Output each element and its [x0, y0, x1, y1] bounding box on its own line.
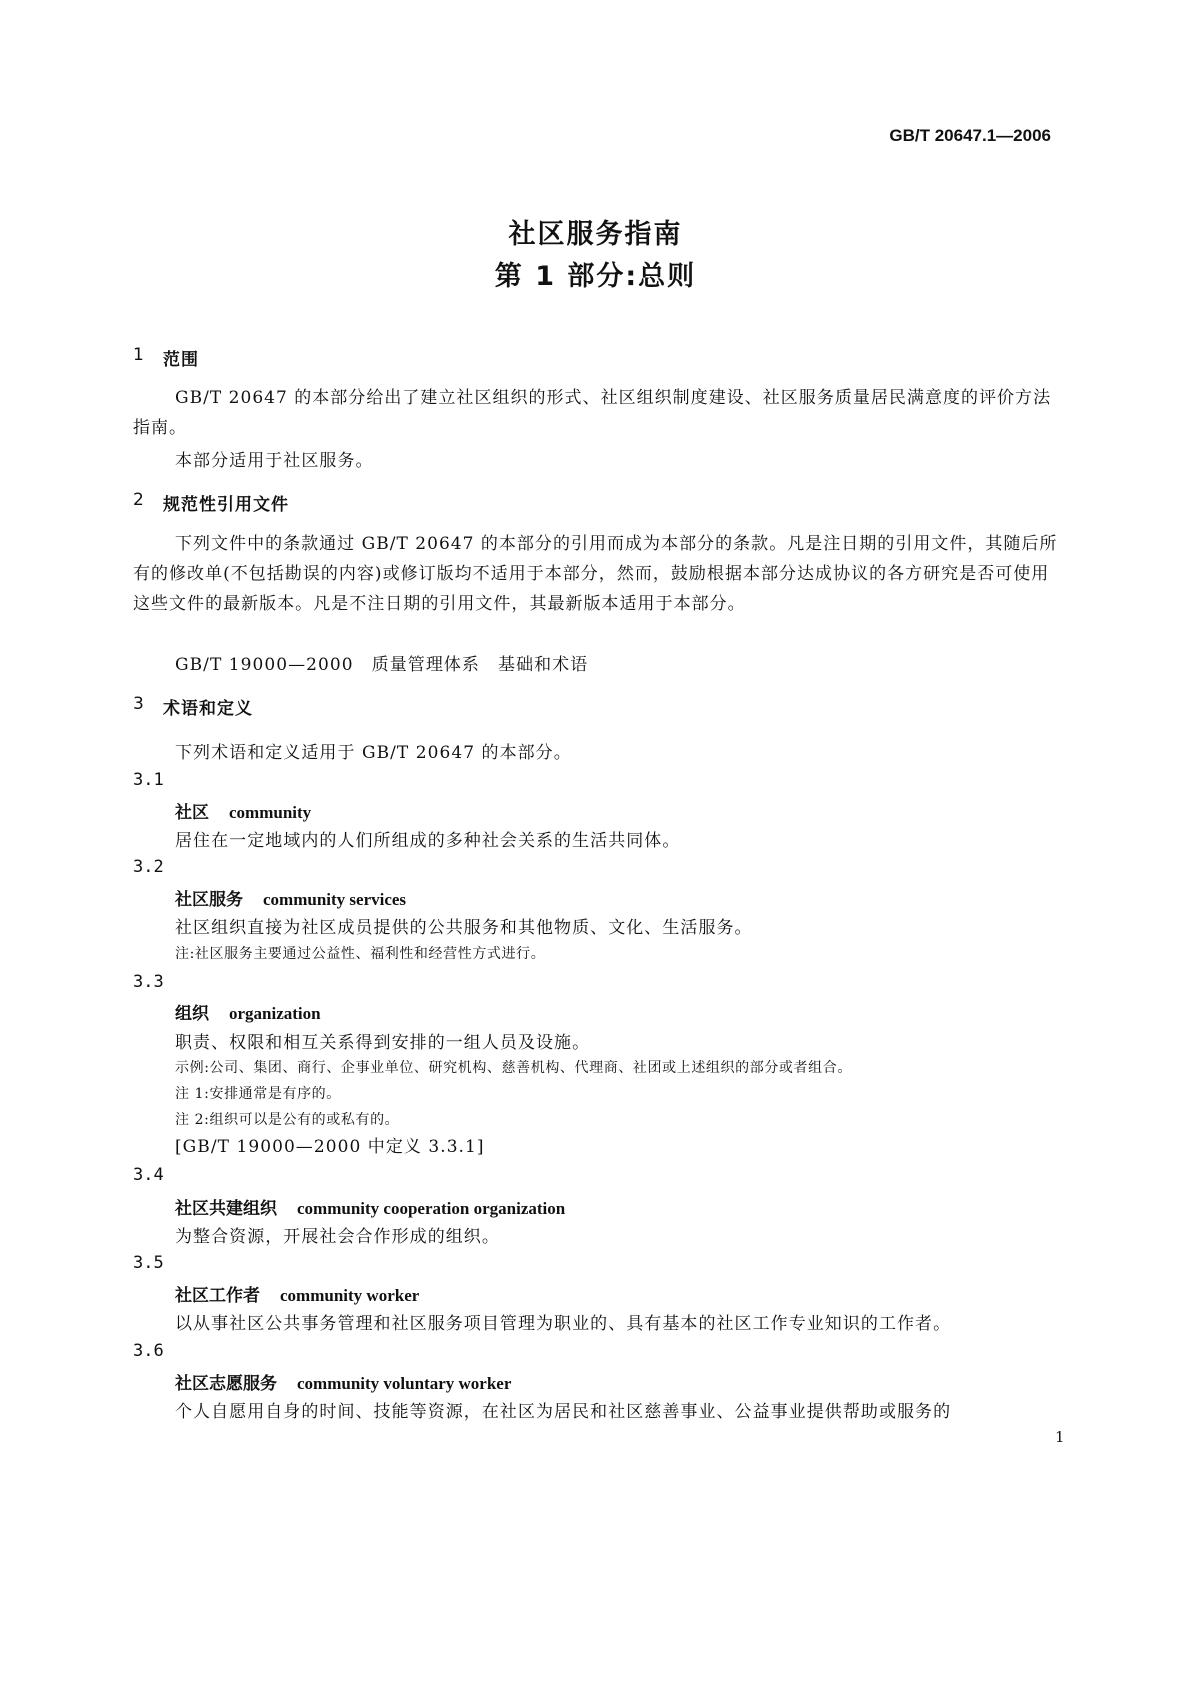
term-heading — [175, 798, 311, 823]
term-english: organization — [229, 1004, 321, 1023]
section-3-number: 3 — [133, 694, 144, 714]
term-definition: 个人自愿用自身的时间、技能等资源，在社区为居民和社区慈善事业、公益事业提供帮助或服务的 — [175, 1402, 952, 1422]
term-definition: 居住在一定地域内的人们所组成的多种社会关系的生活共同体。 — [175, 831, 681, 851]
document-title: 社区服务指南 — [508, 219, 683, 250]
term-definition: 为整合资源，开展社会合作形成的组织。 — [175, 1227, 500, 1247]
term-chinese: 组织 — [175, 1004, 209, 1024]
term-english: community voluntary worker — [297, 1374, 512, 1393]
section-1-para-1: GB/T 20647 的本部分给出了建立社区组织的形式、社区组织制度建设、社区服务质量居民满意度的评价方法指南。 — [133, 388, 1052, 438]
term-heading — [175, 1281, 419, 1306]
term-number: 3.5 — [133, 1253, 164, 1273]
term-heading — [175, 1369, 511, 1394]
term-number: 3.4 — [133, 1165, 164, 1185]
term-number: 3.2 — [133, 857, 164, 877]
term-note: 注:社区服务主要通过公益性、福利性和经营性方式进行。 — [175, 946, 546, 962]
term-note-2: 注 2:组织可以是公有的或私有的。 — [175, 1112, 400, 1128]
section-2-number: 2 — [133, 490, 144, 510]
term-chinese: 社区服务 — [175, 890, 243, 910]
section-1-title: 范围 — [163, 350, 199, 370]
section-3-title: 术语和定义 — [163, 699, 253, 719]
section-1-number: 1 — [133, 345, 144, 365]
term-note-1: 注 1:安排通常是有序的。 — [175, 1086, 341, 1102]
term-number: 3.6 — [133, 1341, 164, 1361]
term-definition: 职责、权限和相互关系得到安排的一组人员及设施。 — [175, 1033, 591, 1053]
section-3-intro: 下列术语和定义适用于 GB/T 20647 的本部分。 — [175, 743, 572, 763]
term-definition: 社区组织直接为社区成员提供的公共服务和其他物质、文化、生活服务。 — [175, 918, 753, 938]
term-number: 3.3 — [133, 972, 164, 992]
term-heading — [175, 1194, 565, 1219]
term-source: [GB/T 19000—2000 中定义 3.3.1] — [175, 1137, 485, 1157]
section-1-para-2: 本部分适用于社区服务。 — [175, 451, 374, 471]
normative-reference: GB/T 19000—2000 质量管理体系 基础和术语 — [175, 655, 589, 675]
term-number: 3.1 — [133, 770, 164, 790]
term-chinese: 社区志愿服务 — [175, 1374, 277, 1394]
term-definition: 以从事社区公共事务管理和社区服务项目管理为职业的、具有基本的社区工作专业知识的工作者。 — [175, 1314, 952, 1334]
term-english: community worker — [280, 1286, 420, 1305]
section-2-title: 规范性引用文件 — [163, 495, 289, 515]
term-english: community cooperation organization — [297, 1199, 566, 1218]
document-subtitle: 第 1 部分:总则 — [494, 261, 697, 292]
term-heading — [175, 999, 321, 1024]
term-english: community services — [263, 890, 407, 909]
term-example: 示例:公司、集团、商行、企事业单位、研究机构、慈善机构、代理商、社团或上述组织的部分或者组合。 — [175, 1060, 852, 1076]
standard-code: GB/T 20647.1—2006 — [889, 126, 1051, 145]
term-chinese: 社区工作者 — [175, 1286, 260, 1306]
term-chinese: 社区 — [175, 803, 209, 823]
term-english: community — [229, 803, 312, 822]
section-2-para-1: 下列文件中的条款通过 GB/T 20647 的本部分的引用而成为本部分的条款。凡是注日期的引用文件，其随后所有的修改单(不包括勘误的内容)或修订版均不适用于本部分，然而，鼓励根据本部分达成协议的各方研究是否可使用这些文件的最新版本。凡是不注日期的引用文件，其最新版本适用于本部分。 — [133, 534, 1058, 614]
term-chinese: 社区共建组织 — [175, 1199, 277, 1219]
page-number: 1 — [1055, 1428, 1065, 1446]
term-heading — [175, 885, 406, 910]
